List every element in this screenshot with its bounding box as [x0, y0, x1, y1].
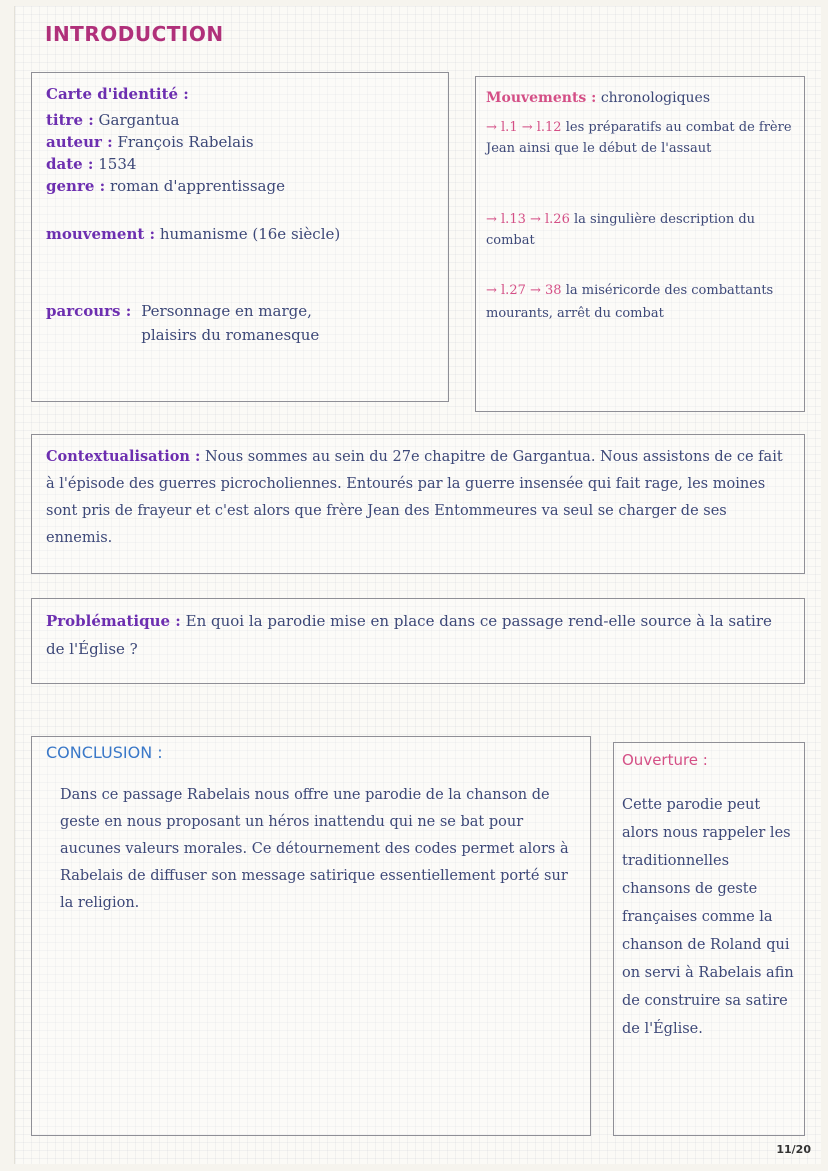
- identity-label-title: titre :: [46, 111, 94, 129]
- identity-label-genre: genre :: [46, 177, 106, 195]
- mouvements-heading: Mouvements :: [486, 90, 597, 106]
- identity-value-genre: roman d'apprentissage: [109, 177, 285, 195]
- identity-heading: Carte d'identité :: [46, 85, 189, 103]
- conclusion-text: Dans ce passage Rabelais nous offre une parodie de la chanson de geste en nous proposant un héros inattendu qui ne se bat pour aucunes valeurs morales. Ce détournement des codes permet alors à Rabelais de diffuser son message satirique essentiellement porté sur la religion.: [60, 787, 569, 911]
- identity-value-date: 1534: [98, 155, 137, 173]
- notebook-page: [14, 6, 821, 1164]
- mouvement-item: [486, 117, 794, 159]
- problematique-label: Problématique :: [46, 612, 181, 630]
- identity-value-title: Gargantua: [98, 111, 180, 129]
- mouvements-subheading: chronologiques: [600, 90, 711, 106]
- identity-label-date: date :: [46, 155, 94, 173]
- contextualisation-label: Contextualisation :: [46, 448, 201, 465]
- conclusion-label: CONCLUSION :: [46, 743, 163, 762]
- mouvement-text: la singulière description du combat: [486, 212, 756, 248]
- identity-value-author: François Rabelais: [117, 133, 254, 151]
- identity-label-author: auteur :: [46, 133, 113, 151]
- mouvement-range: → l.13 → l.26: [486, 212, 570, 227]
- identity-value-parcours: Personnage en marge, plaisirs du romanesque: [141, 302, 320, 344]
- identity-label-movement: mouvement :: [46, 225, 156, 243]
- identity-label-parcours: parcours :: [46, 302, 132, 320]
- identity-card-box: [31, 72, 449, 402]
- mouvement-text: la miséricorde des combattants mourants, arrêt du combat: [486, 283, 774, 321]
- mouvements-box: [475, 76, 805, 412]
- page-number: 11/20: [776, 1143, 811, 1156]
- identity-value-movement: humanisme (16e siècle): [159, 225, 341, 243]
- page-title: INTRODUCTION: [45, 22, 224, 46]
- ouverture-label: Ouverture :: [622, 751, 708, 769]
- problematique-box: [31, 598, 805, 684]
- mouvement-item: [486, 209, 794, 251]
- contextualisation-text: Nous sommes au sein du 27e chapitre de Gargantua. Nous assistons de ce fait à l'épisode des guerres picrocholiennes. Entourés par la guerre insensée qui fait rage, les moines sont pris de frayeur et c'est alors que frère Jean des Entommeures va seul se charger de ses ennemis.: [46, 449, 783, 546]
- ouverture-text: Cette parodie peut alors nous rappeler les traditionnelles chansons de geste françaises comme la chanson de Roland qui on servi à Rabelais afin de construire sa satire de l'Église.: [622, 797, 794, 1037]
- mouvement-text: les préparatifs au combat de frère Jean ainsi que le début de l'assaut: [486, 120, 792, 156]
- mouvement-range: → l.27 → 38: [486, 283, 562, 298]
- mouvement-range: → l.1 → l.12: [486, 120, 562, 135]
- contextualisation-box: [31, 434, 805, 574]
- conclusion-box: [31, 736, 591, 1136]
- ouverture-box: [613, 742, 805, 1136]
- mouvement-item: [486, 279, 794, 325]
- problematique-text: En quoi la parodie mise en place dans ce passage rend-elle source à la satire de l'Église ?: [46, 612, 772, 658]
